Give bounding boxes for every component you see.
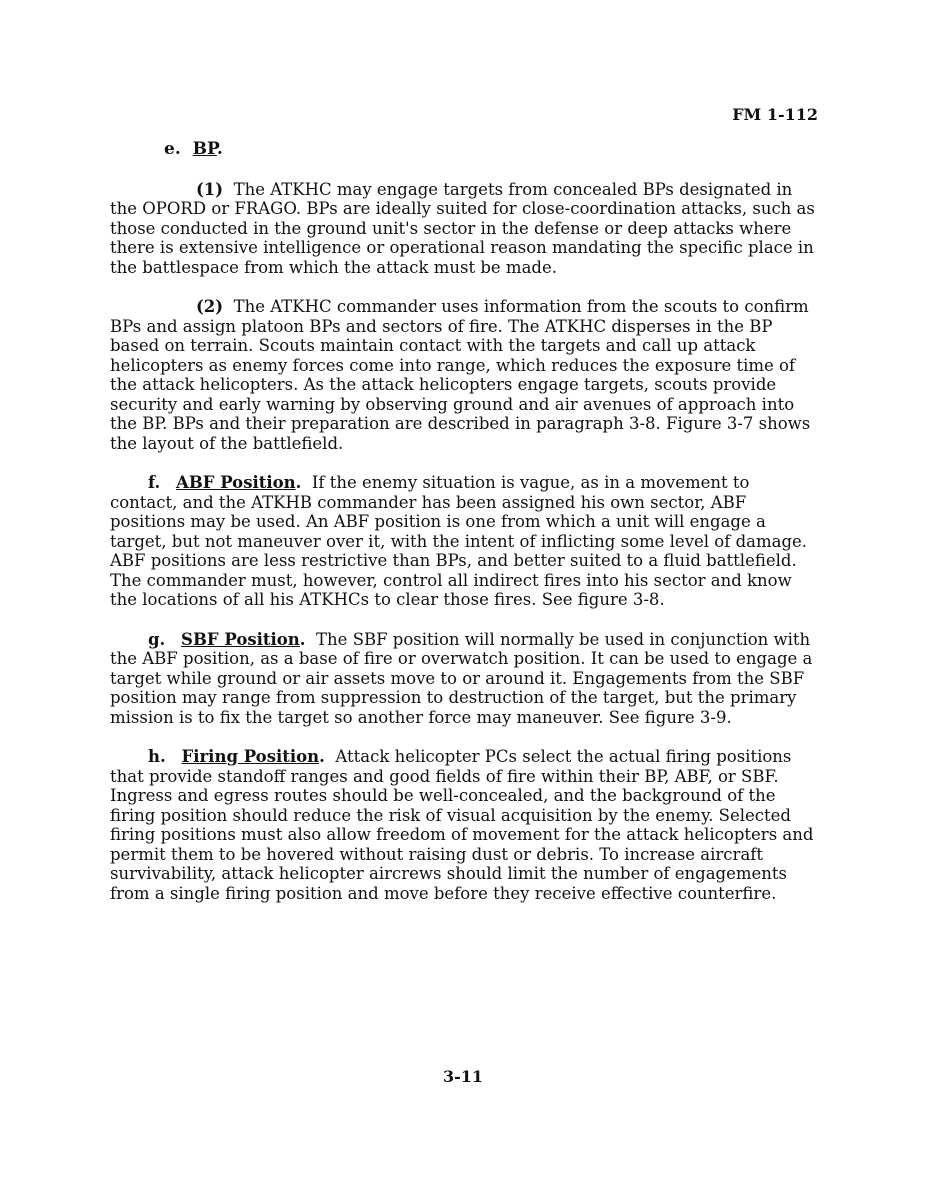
section-f-paragraph: [110, 473, 822, 610]
section-h-title-suffix: .: [319, 747, 325, 766]
section-e-label: e.: [164, 139, 181, 159]
section-g-title-suffix: .: [299, 629, 306, 649]
section-g-title: SBF Position: [181, 629, 300, 649]
section-g-label: g.: [148, 629, 166, 649]
paragraph-number: (1): [196, 179, 224, 199]
section-h-paragraph: [110, 747, 822, 903]
section-f-title: ABF Position: [176, 473, 296, 492]
section-e-paragraph-1: [110, 180, 822, 278]
section-g-paragraph: [110, 630, 822, 728]
section-h-label: h.: [148, 747, 166, 766]
paragraph-number: (2): [196, 297, 224, 316]
section-f-title-suffix: .: [295, 473, 302, 492]
paragraph-text: Attack helicopter PCs select the actual firing positions that provide standoff ranges and good fields of fire within their BP, ABF, or SBF. Ingress and egress routes should be well-concealed, and the background of the firing position should reduce the risk of visual acquisition by the enemy. Selected firing positions must also allow freedom of movement for the attack helicopters and permit them to be hovered without raising dust or debris. To increase aircraft survivability, attack helicopter aircrews should limit the number of engagements from a single firing position and move before they receive effective counterfire.: [110, 747, 814, 903]
section-h-title: Firing Position: [181, 747, 320, 766]
page-number: 3-11: [442, 1067, 484, 1086]
section-e-title: BP: [192, 139, 217, 159]
paragraph-text: The ATKHC commander uses information from the scouts to confirm BPs and assign platoon BPs and sectors of fire. The ATKHC disperses in the BP based on terrain. Scouts maintain contact with the targets and call up attack helicopters as enemy forces come into range, which reduces the exposure time of the attack helicopters. As the attack helicopters engage targets, scouts provide security and early warning by observing ground and air avenues of approach into the BP. BPs and their preparation are described in paragraph 3-8. Figure 3-7 shows the layout of the battlefield.: [110, 297, 811, 453]
section-e-paragraph-2: [110, 297, 822, 453]
section-f-label: f.: [148, 473, 161, 492]
manual-number: FM 1-112: [732, 105, 818, 124]
section-e-heading: [164, 140, 822, 160]
page-body: [110, 140, 822, 923]
paragraph-text: The SBF position will normally be used in conjunction with the ABF position, as a base of fire or overwatch position. It can be used to engage a target while ground or air assets move to or around it. Engagements from the SBF position may range from suppression to destruction of the target, but the primary mission is to fix the target so another force may maneuver. See figure 3-9.: [110, 629, 813, 727]
section-e-title-suffix: .: [216, 139, 223, 159]
paragraph-text: The ATKHC may engage targets from concealed BPs designated in the OPORD or FRAGO. BPs are ideally suited for close-coordination attacks, such as those conducted in the ground unit's sector in the defense or deep attacks where there is extensive intelligence or operational reason mandating the specific place in the battlespace from which the attack must be made.: [110, 179, 815, 277]
paragraph-text: If the enemy situation is vague, as in a movement to contact, and the ATKHB commander has been assigned his own sector, ABF positions may be used. An ABF position is one from which a unit will engage a target, but not maneuver over it, with the intent of inflicting some level of damage. ABF positions are less restrictive than BPs, and better suited to a fluid battlefield. The commander must, however, control all indirect fires into his sector and know the locations of all his ATKHCs to clear those fires. See figure 3-8.: [110, 473, 808, 609]
